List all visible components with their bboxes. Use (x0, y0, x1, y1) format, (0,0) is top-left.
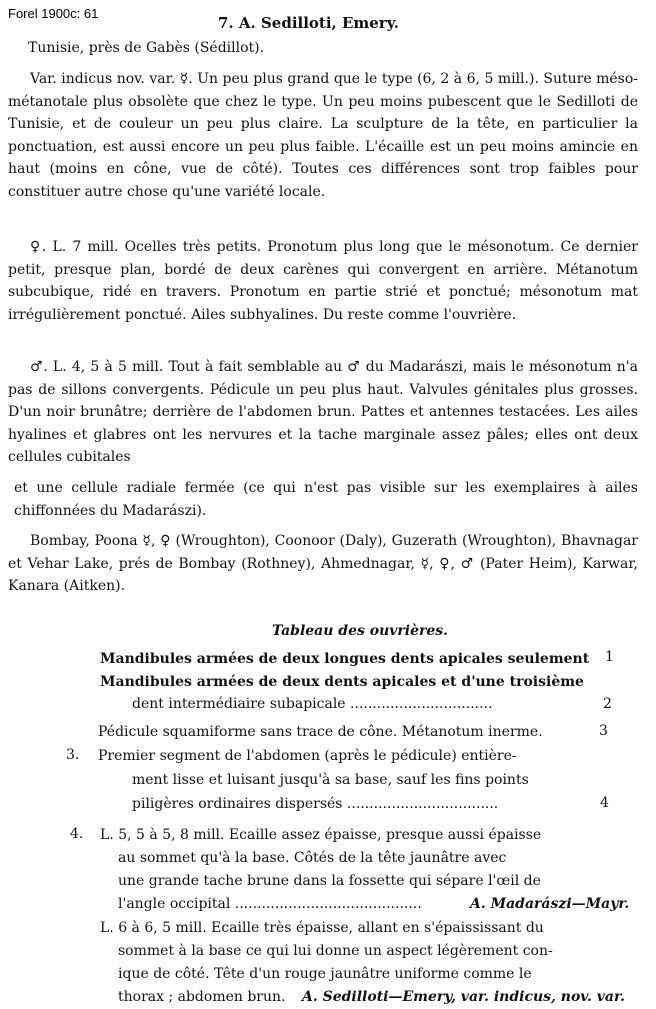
key-couplet-2-number: 3 (599, 723, 608, 739)
key-couplet-2: Pédicule squamiforme sans trace de cône. Métanotum inerme. (98, 724, 543, 740)
key-couplet-4-label: 4. (70, 826, 84, 842)
page-label: Forel 1900c: 61 (8, 6, 99, 21)
key-couplet-3-label: 3. (66, 747, 80, 763)
female-description: ♀. L. 7 mill. Ocelles très petits. Pronotum plus long que le mésonotum. Ce dernier petit, presque plan, bordé de deux carènes qui convergent en arrière. Métanotum subcubique, ridé en travers. Pronotum en partie strié et ponctué; mésonotum mat irrégulièrement ponctué. Ailes subhyalines. Du reste comme l'ouvrière. (8, 239, 638, 323)
key-couplet-1a: Mandibules armées de deux longues dents apicales seulement (100, 651, 590, 667)
key-couplet-1a-number: 1 (605, 649, 614, 665)
key-couplet-3-target: 4 (600, 795, 609, 811)
key-couplet-4b-line2: sommet à la base ce qui lui donne un aspect légèrement con- (118, 943, 553, 959)
male-description-continuation: et une cellule radiale fermée (ce qui n'est pas visible sur les exemplaires à ailes chiffonnées du Madarászi). (14, 480, 638, 519)
locality-line: Tunisie, près de Gabès (Sédillot). (28, 40, 265, 56)
male-description: ♂. L. 4, 5 à 5 mill. Tout à fait semblable au ♂ du Madarászi, mais le mésonotum n'a pas de sillons convergents. Pédicule un peu plus haut. Valvules génitales plus grosses. D'un noir brunâtre; derrière de l'abdomen brun. Pattes et antennes testacées. Les ailes hyalines et glabres ont les nervures et la tache marginale assez pâles; elles ont deux cellules cubitales (8, 359, 638, 466)
key-couplet-3-line1: Premier segment de l'abdomen (après le pédicule) entière- (98, 748, 517, 764)
key-couplet-1b-line2: dent intermédiaire subapicale ................................ (132, 696, 493, 712)
key-couplet-4b-line4: thorax ; abdomen brun. (118, 989, 286, 1005)
species-heading: 7. A. Sedilloti, Emery. (218, 14, 399, 32)
key-couplet-1b-number: 2 (603, 696, 612, 712)
key-couplet-4a-line2: au sommet qu'à la base. Côtés de la tête jaunâtre avec (118, 850, 507, 866)
variety-description: Var. indicus nov. var. ☿. Un peu plus grand que le type (6, 2 à 6, 5 mill.). Suture méso-métanotale plus obsolète que chez le type. Un peu moins pubescent que le Sedilloti de Tunisie, et de couleur un peu plus claire. La sculpture de la tête, en particulier la ponctuation, est aussi encore un peu plus faible. L'écaille est un peu moins amincie en haut (moins en cône, vue de côté). Toutes ces différences sont trop faibles pour constituer autre chose qu'une variété locale. (8, 71, 638, 200)
key-couplet-4a-line3: une grande tache brune dans la fossette qui sépare l'œil de (118, 873, 541, 889)
key-title: Tableau des ouvrières. (272, 623, 449, 639)
key-couplet-4a-line1: L. 5, 5 à 5, 8 mill. Ecaille assez épaisse, presque aussi épaisse (100, 827, 542, 843)
key-couplet-4b-line3: ique de côté. Tête d'un rouge jaunâtre uniforme comme le (118, 966, 532, 982)
key-result-sedilloti-indicus: A. Sedilloti—Emery, var. indicus, nov. var. (302, 989, 625, 1005)
key-couplet-1b-line1: Mandibules armées de deux dents apicales et d'une troisième (100, 674, 584, 690)
key-couplet-3-line3: piligères ordinaires dispersés .................................. (132, 796, 499, 812)
key-couplet-4b-line1: L. 6 à 6, 5 mill. Ecaille très épaisse, allant en s'épaississant du (100, 920, 544, 936)
key-result-madaraszi: A. Madarászi—Mayr. (470, 896, 630, 912)
key-couplet-3-line2: ment lisse et luisant jusqu'à sa base, sauf les fins points (132, 772, 529, 788)
distribution-paragraph: Bombay, Poona ☿, ♀ (Wroughton), Coonoor (Daly), Guzerath (Wroughton), Bhavnagar et Vehar Lake, prés de Bombay (Rothney), Ahmednagar, ☿, ♀, ♂ (Pater Heim), Karwar, Kanara (Aitken). (8, 533, 638, 595)
key-couplet-4a-line4: l'angle occipital .......................................... (118, 896, 422, 912)
